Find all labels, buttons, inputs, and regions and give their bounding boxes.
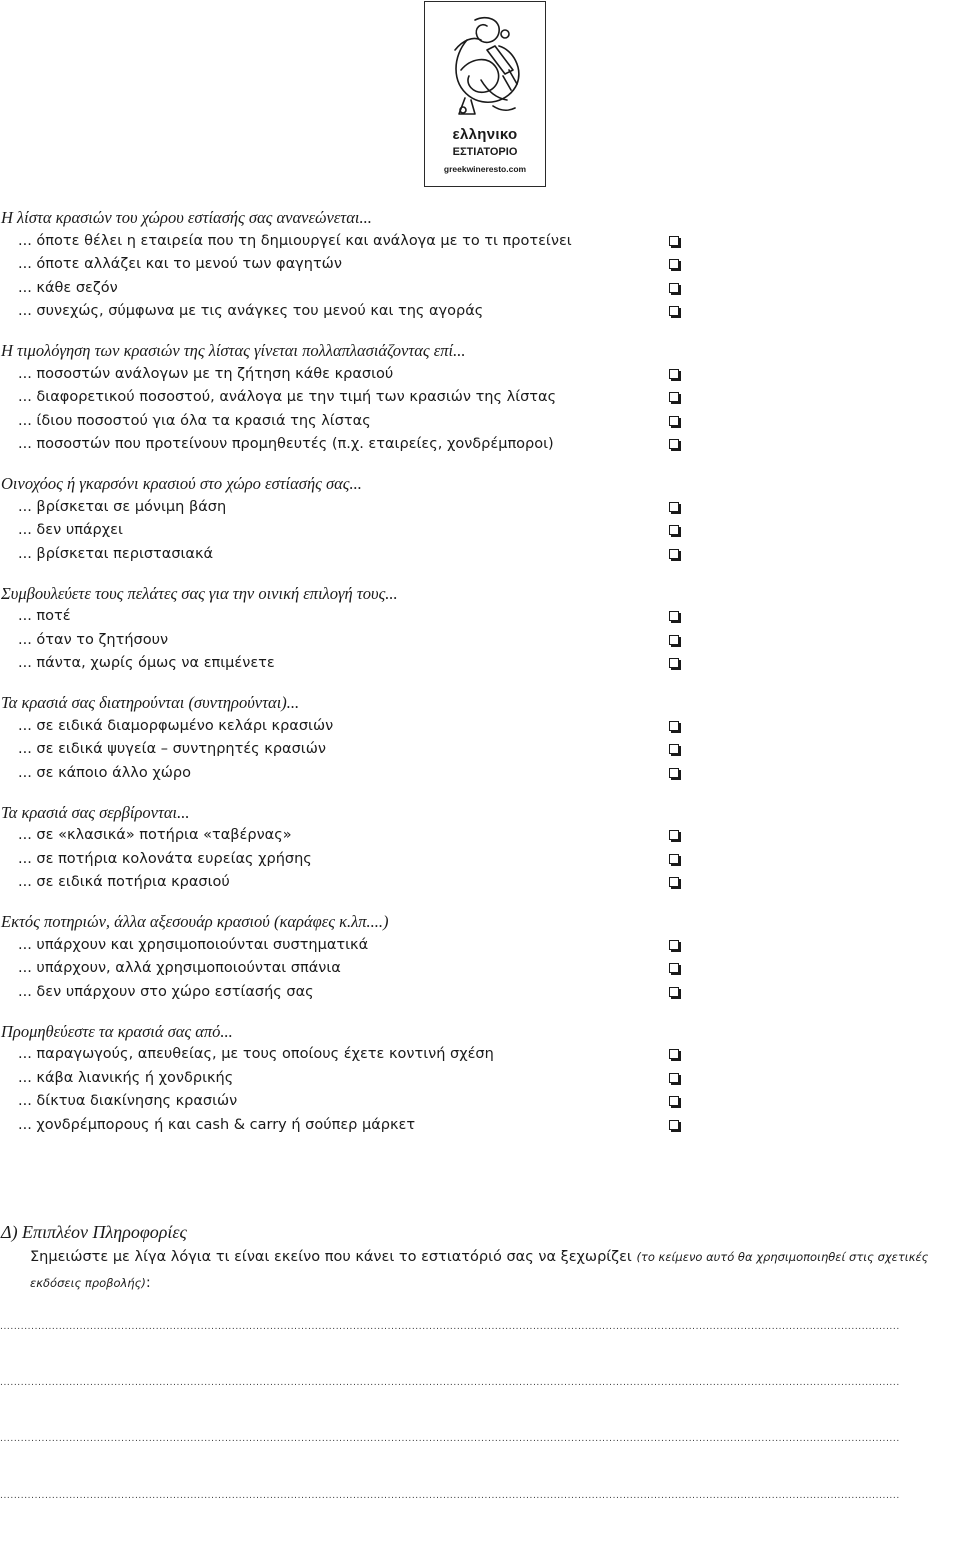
answer-option: [0, 1043, 960, 1067]
answer-option: [0, 848, 960, 872]
answer-option: [0, 1067, 960, 1091]
answer-option: [0, 1114, 960, 1138]
question-section: [0, 472, 960, 566]
checkbox-icon[interactable]: [669, 768, 679, 778]
section-d-title: Δ) Επιπλέον Πληροφορίες: [1, 1222, 187, 1242]
option-label: ... δεν υπάρχει: [18, 522, 123, 538]
checkbox-icon[interactable]: [669, 658, 679, 668]
checkbox-icon[interactable]: [669, 259, 679, 269]
questionnaire: [0, 206, 960, 1153]
checkbox-icon[interactable]: [669, 830, 679, 840]
option-label: ... κάβα λιανικής ή χονδρικής: [18, 1069, 234, 1086]
question-section: [0, 691, 960, 785]
answer-option: [0, 762, 960, 786]
option-label: ... όταν το ζητήσουν: [18, 631, 169, 648]
answer-line[interactable]: ....................................................................................................................................................................................................................................................................: [0, 1491, 900, 1501]
checkbox-icon[interactable]: [669, 439, 679, 449]
checkbox-icon[interactable]: [669, 1096, 679, 1106]
answer-line[interactable]: ....................................................................................................................................................................................................................................................................: [0, 1434, 900, 1444]
option-label: ... σε ειδικά ποτήρια κρασιού: [18, 874, 230, 890]
additional-info-section: [0, 1220, 960, 1296]
question-heading: Τα κρασιά σας διατηρούνται (συντηρούνται)...: [1, 693, 300, 712]
checkbox-icon[interactable]: [669, 369, 679, 379]
logo-subtitle: ΕΣΤΙΑΤΟΡΙΟ: [452, 146, 518, 158]
answer-option: [0, 230, 960, 254]
option-label: ... σε ειδικά διαμορφωμένο κελάρι κρασιών: [18, 717, 334, 734]
answer-option: [0, 410, 960, 434]
instructions-colon: :: [145, 1275, 151, 1291]
answer-option: [0, 715, 960, 739]
question-heading: Προμηθεύεστε τα κρασιά σας από...: [1, 1021, 233, 1041]
question-section: [0, 801, 960, 895]
option-label: ... ίδιου ποσοστού για όλα τα κρασιά της λίστας: [18, 412, 371, 429]
checkbox-icon[interactable]: [669, 744, 679, 754]
instructions-main: Σημειώστε με λίγα λόγια τι είναι εκείνο που κάνει το εστιατόριό σας να ξεχωρίζει: [30, 1249, 632, 1265]
answer-option: [0, 824, 960, 848]
answer-option: [0, 629, 960, 653]
answer-option: [0, 981, 960, 1005]
option-label: ... σε «κλασικά» ποτήρια «ταβέρνας»: [18, 827, 292, 843]
wine-leaf-logo-icon: [447, 10, 525, 122]
instructions-note: (το κείμενο αυτό θα χρησιμοποιηθεί στις σχετικές εκδόσεις προβολής): [30, 1250, 929, 1290]
checkbox-icon[interactable]: [669, 416, 679, 426]
answer-option: [0, 363, 960, 387]
checkbox-icon[interactable]: [669, 1120, 679, 1130]
question-section: [0, 910, 960, 1004]
checkbox-icon[interactable]: [669, 963, 679, 973]
checkbox-icon[interactable]: [669, 236, 679, 246]
question-section: [0, 339, 960, 457]
option-label: ... ποσοστών που προτείνουν προμηθευτές (π.χ. εταιρείες, χονδρέμποροι): [18, 436, 554, 452]
option-label: ... ποσοστών ανάλογων με τη ζήτηση κάθε κρασιού: [18, 365, 394, 382]
answer-option: [0, 934, 960, 958]
option-label: ... δίκτυα διακίνησης κρασιών: [18, 1093, 238, 1109]
option-label: ... βρίσκεται περιστασιακά: [18, 545, 214, 562]
question-section: [0, 582, 960, 676]
checkbox-icon[interactable]: [669, 877, 679, 887]
answer-option: [0, 738, 960, 762]
option-label: ... ποτέ: [18, 608, 71, 624]
checkbox-icon[interactable]: [669, 502, 679, 512]
checkbox-icon[interactable]: [669, 854, 679, 864]
checkbox-icon[interactable]: [669, 283, 679, 293]
checkbox-icon[interactable]: [669, 721, 679, 731]
answer-option: [0, 386, 960, 410]
answer-line[interactable]: ....................................................................................................................................................................................................................................................................: [0, 1378, 900, 1388]
option-label: ... όποτε αλλάζει και το μενού των φαγητών: [18, 256, 342, 272]
checkbox-icon[interactable]: [669, 306, 679, 316]
answer-option: [0, 253, 960, 277]
question-heading: Συμβουλεύετε τους πελάτες σας για την οινική επιλογή τους...: [1, 583, 398, 603]
instructions-text: [0, 1244, 950, 1296]
answer-line[interactable]: ....................................................................................................................................................................................................................................................................: [0, 1322, 900, 1332]
answer-option: [0, 519, 960, 543]
answer-option: [0, 652, 960, 676]
question-section: [0, 1020, 960, 1138]
answer-option: [0, 543, 960, 567]
option-label: ... σε κάποιο άλλο χώρο: [18, 764, 191, 781]
option-label: ... όποτε θέλει η εταιρεία που τη δημιουργεί και ανάλογα με το τι προτείνει: [18, 232, 572, 249]
option-label: ... κάθε σεζόν: [18, 279, 118, 296]
option-label: ... χονδρέμπορους ή και cash & carry ή σούπερ μάρκετ: [18, 1116, 416, 1133]
logo-wordmark: ελληνικο: [452, 126, 518, 143]
checkbox-icon[interactable]: [669, 1073, 679, 1083]
answer-option: [0, 871, 960, 895]
checkbox-icon[interactable]: [669, 1049, 679, 1059]
option-label: ... υπάρχουν, αλλά χρησιμοποιούνται σπάνια: [18, 960, 341, 976]
option-label: ... βρίσκεται σε μόνιμη βάση: [18, 498, 227, 515]
option-label: ... συνεχώς, σύμφωνα με τις ανάγκες του μενού και της αγοράς: [18, 303, 484, 319]
checkbox-icon[interactable]: [669, 987, 679, 997]
greekwineresto-logo: [424, 1, 546, 187]
option-label: ... υπάρχουν και χρησιμοποιούνται συστηματικά: [18, 936, 369, 953]
question-heading: Οινοχόος ή γκαρσόνι κρασιού στο χώρο εστίασής σας...: [1, 474, 362, 493]
option-label: ... σε ποτήρια κολονάτα ευρείας χρήσης: [18, 850, 312, 867]
answer-option: [0, 957, 960, 981]
option-label: ... παραγωγούς, απευθείας, με τους οποίους έχετε κοντινή σχέση: [18, 1046, 494, 1062]
question-heading: Η λίστα κρασιών του χώρου εστίασής σας ανανεώνεται...: [1, 208, 372, 227]
question-section: [0, 206, 960, 324]
answer-option: [0, 1090, 960, 1114]
logo-website: greekwineresto.com: [443, 164, 527, 174]
checkbox-icon[interactable]: [669, 635, 679, 645]
checkbox-icon[interactable]: [669, 525, 679, 535]
answer-option: [0, 300, 960, 324]
checkbox-icon[interactable]: [669, 611, 679, 621]
checkbox-icon[interactable]: [669, 392, 679, 402]
option-label: ... πάντα, χωρίς όμως να επιμένετε: [18, 655, 275, 671]
answer-option: [0, 605, 960, 629]
answer-option: [0, 277, 960, 301]
question-heading: Εκτός ποτηριών, άλλα αξεσουάρ κρασιού (καράφες κ.λπ....): [1, 912, 389, 931]
option-label: ... δεν υπάρχουν στο χώρο εστίασής σας: [18, 983, 314, 1000]
option-label: ... σε ειδικά ψυγεία – συντηρητές κρασιών: [18, 741, 326, 757]
checkbox-icon[interactable]: [669, 940, 679, 950]
checkbox-icon[interactable]: [669, 549, 679, 559]
question-heading: Τα κρασιά σας σερβίρονται...: [1, 802, 190, 822]
question-heading: Η τιμολόγηση των κρασιών της λίστας γίνεται πολλαπλασιάζοντας επί...: [1, 341, 466, 360]
answer-option: [0, 496, 960, 520]
answer-option: [0, 433, 960, 457]
option-label: ... διαφορετικού ποσοστού, ανάλογα με την τιμή των κρασιών της λίστας: [18, 389, 557, 405]
